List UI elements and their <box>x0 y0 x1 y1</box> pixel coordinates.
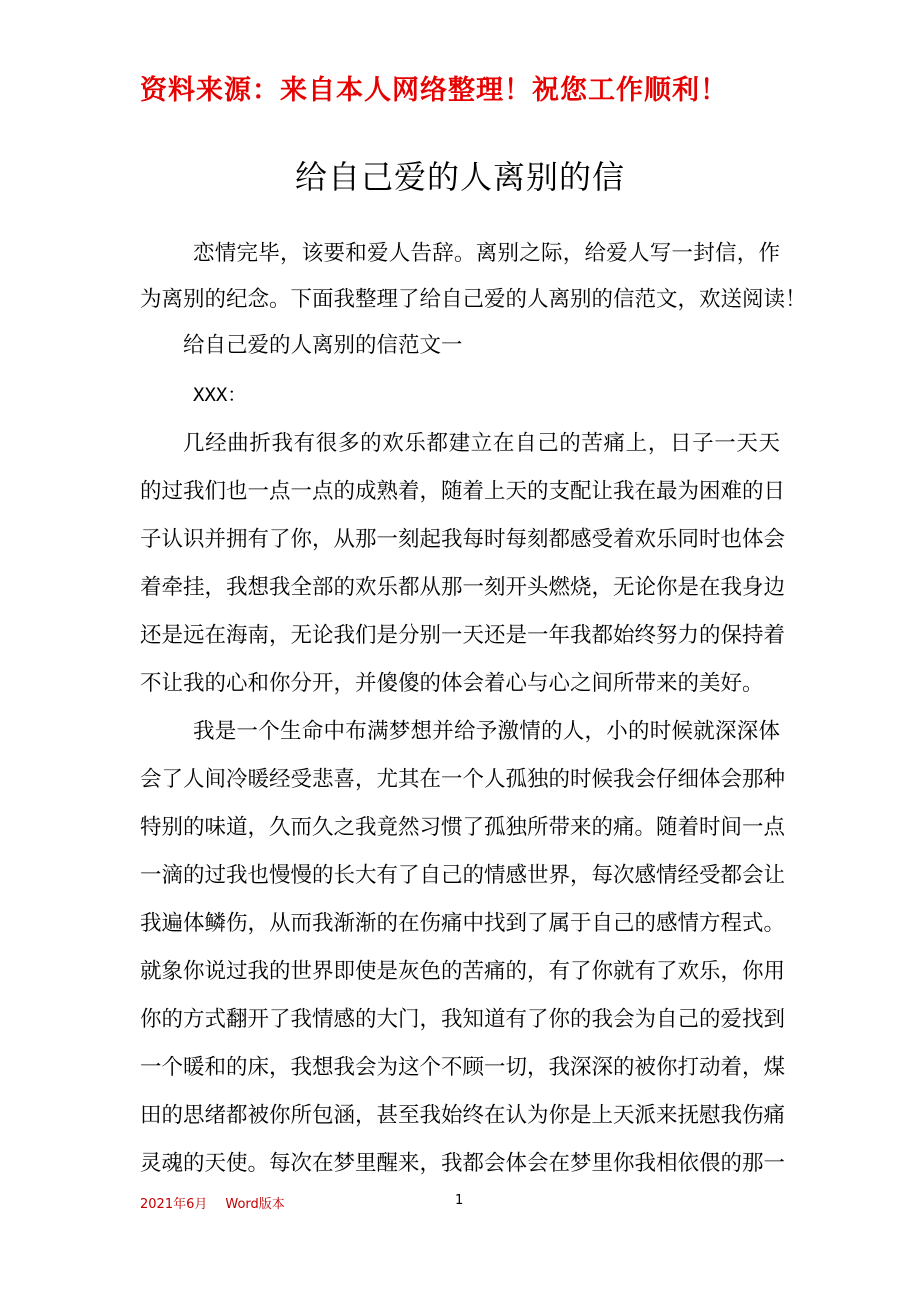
paragraph-line: 我遍体鳞伤，从而我渐渐的在伤痛中找到了属于自己的感情方程式。 <box>140 911 786 936</box>
paragraph-line: 着牵挂，我想我全部的欢乐都从那一刻开头燃烧，无论你是在我身边 <box>140 575 786 600</box>
paragraph-line: 一个暖和的床，我想我会为这个不顾一切，我深深的被你打动着，煤 <box>140 1055 786 1080</box>
section-heading: 给自己爱的人离别的信范文一 <box>183 333 463 358</box>
paragraph-line: 子认识并拥有了你，从那一刻起我每时每刻都感受着欢乐同时也体会 <box>140 527 786 552</box>
footer-version: Word版本 <box>225 1197 285 1212</box>
paragraph-line: 的过我们也一点一点的成熟着，随着上天的支配让我在最为困难的日 <box>140 479 786 504</box>
salutation: XXX： <box>193 384 247 406</box>
paragraph-line: 特别的味道，久而久之我竟然习惯了孤独所带来的痛。随着时间一点 <box>140 815 786 840</box>
paragraph-line: 为离别的纪念。下面我整理了给自己爱的人离别的信范文，欢送阅读！ <box>140 287 807 312</box>
document-title: 给自己爱的人离别的信 <box>294 158 625 196</box>
page-number: 1 <box>455 1193 464 1208</box>
footer-date-text: 2021年6月 <box>140 1197 208 1212</box>
paragraph-line: 还是远在海南，无论我们是分别一天还是一年我都始终努力的保持着 <box>140 623 786 648</box>
paragraph-line: 田的思绪都被你所包涵，甚至我始终在认为你是上天派来抚慰我伤痛 <box>140 1103 786 1128</box>
paragraph-line: 我是一个生命中布满梦想并给予激情的人，小的时候就深深体 <box>193 719 780 744</box>
paragraph-line: 灵魂的天使。每次在梦里醒来，我都会体会在梦里你我相依偎的那一 <box>140 1151 786 1176</box>
paragraph-line: 会了人间冷暖经受悲喜，尤其在一个人孤独的时候我会仔细体会那种 <box>140 767 786 792</box>
footer-date <box>140 1193 285 1212</box>
paragraph-line: 恋情完毕，该要和爱人告辞。离别之际，给爱人写一封信，作 <box>193 241 780 266</box>
paragraph-line: 你的方式翻开了我情感的大门，我知道有了你的我会为自己的爱找到 <box>140 1007 786 1032</box>
paragraph-line: 一滴的过我也慢慢的长大有了自己的情感世界，每次感情经受都会让 <box>140 863 786 888</box>
paragraph-line: 不让我的心和你分开，并傻傻的体会着心与心之间所带来的美好。 <box>140 671 764 696</box>
paragraph-line: 几经曲折我有很多的欢乐都建立在自己的苦痛上，日子一天天 <box>183 431 780 456</box>
paragraph-line: 就象你说过我的世界即使是灰色的苦痛的，有了你就有了欢乐，你用 <box>140 959 786 984</box>
source-banner: 资料来源：来自本人网络整理！祝您工作顺利！ <box>140 75 728 106</box>
